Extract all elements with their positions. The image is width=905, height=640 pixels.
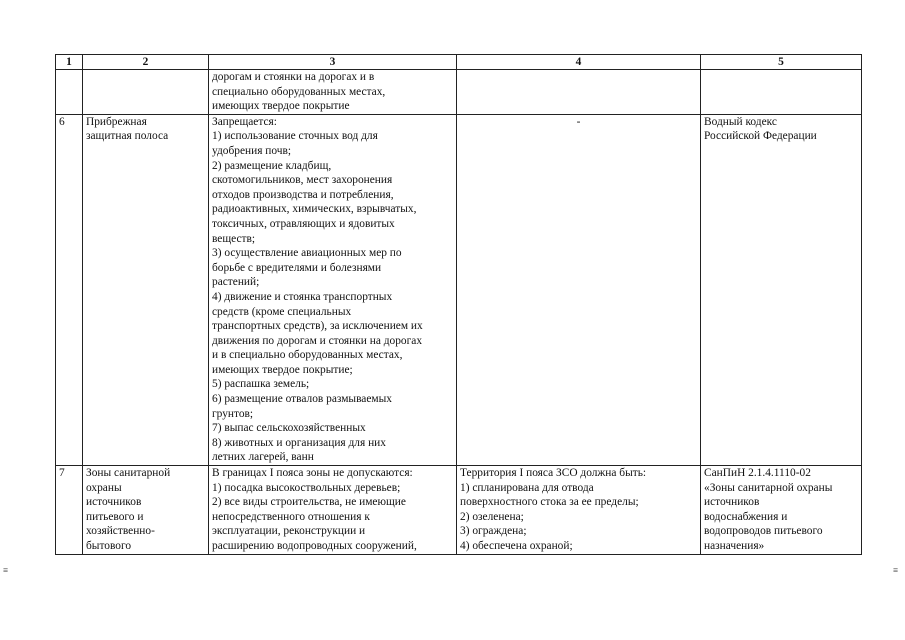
header-col-3: 3 xyxy=(209,55,457,70)
text-line: растений; xyxy=(212,276,260,289)
cont-restrictions-cell xyxy=(209,70,457,115)
text-line: специально оборудованных местах, xyxy=(212,85,386,98)
text-line: 1) спланирована для отвода xyxy=(460,481,594,494)
text-line: водопроводов питьевого xyxy=(704,525,823,538)
text-line: борьбе с вредителями и болезнями xyxy=(212,261,382,274)
text-line: радиоактивных, химических, взрывчатых, xyxy=(212,203,417,216)
text-line: 1) посадка высокоствольных деревьев; xyxy=(212,481,401,494)
text-line: поверхностного стока за ее пределы; xyxy=(460,496,639,509)
source-cell xyxy=(701,466,862,555)
text-line: Запрещается: xyxy=(212,115,277,128)
text-line: 8) животных и организация для них xyxy=(212,436,386,449)
text-line: хозяйственно- xyxy=(86,525,155,538)
text-line: имеющих твердое покрытие xyxy=(212,100,350,113)
text-line: веществ; xyxy=(212,232,256,245)
text-line: 7) выпас сельскохозяйственных xyxy=(212,422,366,435)
text-line: Водный кодекс xyxy=(704,115,777,128)
cont-source-cell xyxy=(701,70,862,115)
scan-margin-mark: ≡ xyxy=(893,565,899,575)
row-number: 7 xyxy=(56,466,83,555)
text-line: «Зоны санитарной охраны xyxy=(704,481,833,494)
source-cell xyxy=(701,114,862,465)
text-line: питьевого и xyxy=(86,510,144,523)
row-number: 6 xyxy=(56,114,83,465)
text-line: защитная полоса xyxy=(86,130,169,143)
text-line: Зоны санитарной xyxy=(86,467,171,480)
text-line: источников xyxy=(86,496,142,509)
text-line: транспортных средств), за исключением их xyxy=(212,320,423,333)
text-line: СанПиН 2.1.4.1110-02 xyxy=(704,467,811,480)
text-line: источников xyxy=(704,496,760,509)
requirements-cell: - xyxy=(457,114,701,465)
text-line: удобрения почв; xyxy=(212,144,292,157)
text-line: 3) ограждена; xyxy=(460,525,527,538)
header-col-5: 5 xyxy=(701,55,862,70)
zone-name-cell xyxy=(83,466,209,555)
text-line: движения по дорогам и стоянки на дорогах xyxy=(212,334,423,347)
header-col-1: 1 xyxy=(56,55,83,70)
text-line: 2) озеленена; xyxy=(460,510,524,523)
text-line: летних лагерей, ванн xyxy=(212,451,314,464)
table-row-7 xyxy=(56,466,862,555)
text-line: отходов производства и потребления, xyxy=(212,188,394,201)
text-line: токсичных, отравляющих и ядовитых xyxy=(212,217,395,230)
text-line: эксплуатации, реконструкции и xyxy=(212,525,366,538)
text-line: бытового xyxy=(86,540,132,552)
header-col-4: 4 xyxy=(457,55,701,70)
cont-requirements-cell xyxy=(457,70,701,115)
restrictions-cell xyxy=(209,466,457,555)
text-line: грунтов; xyxy=(212,407,254,420)
text-line: 3) осуществление авиационных мер по xyxy=(212,247,402,260)
text-line: имеющих твердое покрытие; xyxy=(212,363,353,376)
text-line: дорогам и стоянки на дорогах и в xyxy=(212,71,375,83)
text-line: В границах I пояса зоны не допускаются: xyxy=(212,467,413,480)
text-line: 2) размещение кладбищ, xyxy=(212,159,332,172)
text-line: 4) движение и стоянка транспортных xyxy=(212,290,393,303)
text-line: водоснабжения и xyxy=(704,510,788,523)
header-row xyxy=(56,55,862,70)
cont-name-cell xyxy=(83,70,209,115)
text-line: 6) размещение отвалов размываемых xyxy=(212,393,392,406)
text-line: 2) все виды строительства, не имеющие xyxy=(212,496,406,509)
table-row-6 xyxy=(56,114,862,465)
text-line: 5) распашка земель; xyxy=(212,378,310,391)
table-row-continuation xyxy=(56,70,862,115)
text-line: Прибрежная xyxy=(86,115,147,128)
text-line: и в специально оборудованных местах, xyxy=(212,349,403,362)
text-line: Российской Федерации xyxy=(704,130,817,143)
scan-margin-mark: ≡ xyxy=(3,565,9,575)
text-line: назначения» xyxy=(704,540,765,552)
header-col-2: 2 xyxy=(83,55,209,70)
text-line: Территория I пояса ЗСО должна быть: xyxy=(460,467,647,480)
text-line: охраны xyxy=(86,481,122,494)
cont-num-cell xyxy=(56,70,83,115)
zone-name-cell xyxy=(83,114,209,465)
regulations-table xyxy=(55,54,862,555)
text-line: скотомогильников, мест захоронения xyxy=(212,174,393,187)
text-line: расширению водопроводных сооружений, xyxy=(212,540,417,552)
text-line: 4) обеспечена охраной; xyxy=(460,540,573,552)
text-line: 1) использование сточных вод для xyxy=(212,130,378,143)
text-line: непосредственного отношения к xyxy=(212,510,370,523)
restrictions-cell xyxy=(209,114,457,465)
text-line: средств (кроме специальных xyxy=(212,305,352,318)
requirements-cell xyxy=(457,466,701,555)
